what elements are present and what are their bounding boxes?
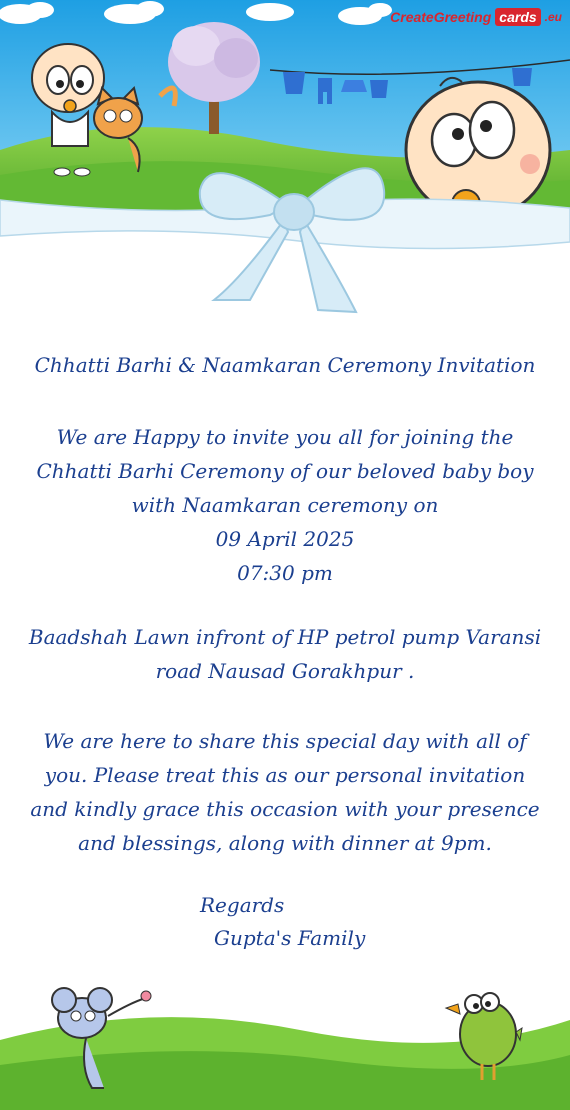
- share-line: and blessings, along with dinner at 9pm.: [78, 831, 492, 855]
- header-illustration: [0, 0, 570, 340]
- brand-logo: [390, 8, 562, 26]
- invite-line: We are Happy to invite you all for joining the: [56, 425, 514, 449]
- venue-paragraph: [20, 620, 550, 688]
- logo-text-2: cards: [495, 8, 540, 26]
- invite-line: Chhatti Barhi Ceremony of our beloved baby boy: [36, 459, 534, 483]
- event-time: 07:30 pm: [237, 561, 333, 585]
- family-signature: Gupta's Family: [214, 926, 366, 950]
- share-line: and kindly grace this occasion with your presence: [30, 797, 540, 821]
- invite-paragraph: [20, 420, 550, 590]
- venue-line: Baadshah Lawn infront of HP petrol pump Varansi: [28, 625, 542, 649]
- footer-illustration: [0, 960, 570, 1110]
- share-line: We are here to share this special day with all of: [43, 729, 527, 753]
- event-date: 09 April 2025: [215, 527, 355, 551]
- invite-line: with Naamkaran ceremony on: [131, 493, 439, 517]
- regards-text: Regards: [200, 893, 285, 917]
- logo-text-3: .eu: [544, 10, 562, 24]
- venue-line: road Nausad Gorakhpur .: [155, 659, 415, 683]
- share-line: you. Please treat this as our personal invitation: [44, 763, 526, 787]
- card-title: [20, 348, 550, 382]
- logo-text-1: CreateGreeting: [390, 9, 492, 25]
- share-paragraph: [20, 724, 550, 860]
- title-line: Chhatti Barhi & Naamkaran Ceremony Invitation: [34, 353, 536, 377]
